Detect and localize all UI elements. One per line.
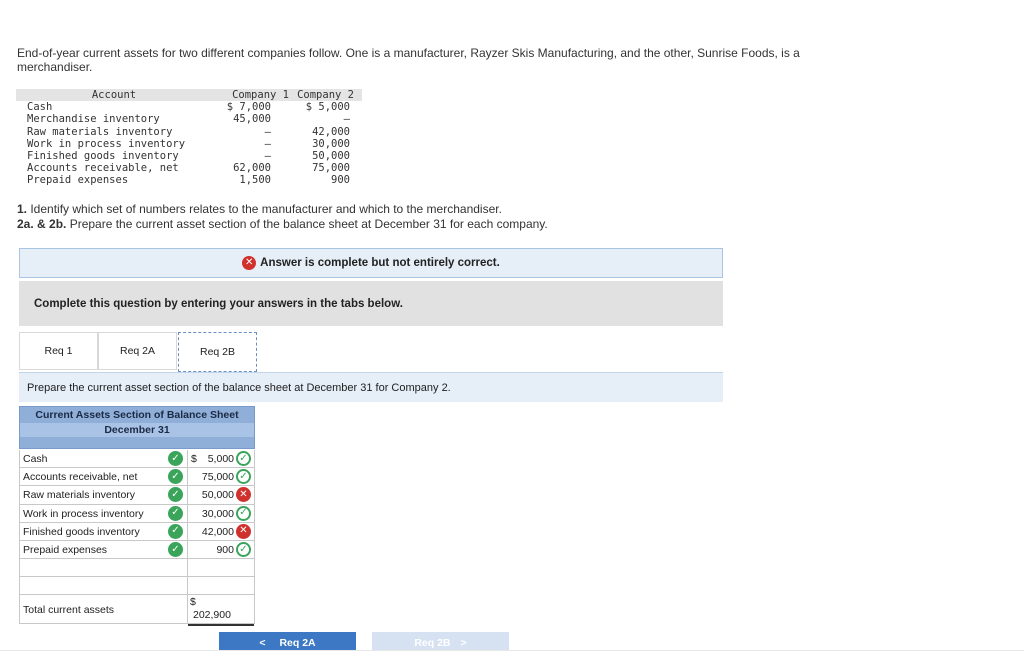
tab-prompt: Prepare the current asset section of the balance sheet at December 31 for Company 2. <box>19 372 723 402</box>
table-row <box>16 162 362 174</box>
check-icon: ✓ <box>168 487 183 502</box>
question-2-text: Prepare the current asset section of the balance sheet at December 31 for each company. <box>66 217 548 231</box>
question-2 <box>17 217 548 232</box>
row-label[interactable]: Raw materials inventory <box>23 489 136 502</box>
check-icon: ✓ <box>236 469 251 484</box>
label-status <box>168 506 183 521</box>
company-2-value: 50,000 <box>312 150 350 163</box>
dollar-sign: $ <box>191 453 197 465</box>
question-1-number: 1. <box>17 202 28 216</box>
column-divider <box>187 559 188 576</box>
account-name: Work in process inventory <box>27 137 186 150</box>
question-list <box>17 202 548 232</box>
table-row <box>19 486 255 504</box>
company-2-value: – <box>343 113 350 126</box>
row-label[interactable]: Cash <box>23 453 48 465</box>
table-row <box>19 505 255 523</box>
account-name: Merchandise inventory <box>27 113 160 126</box>
balance-sheet-date: December 31 <box>20 423 254 437</box>
prev-button-label: Req 2A <box>279 637 316 649</box>
label-status <box>168 451 183 466</box>
check-icon: ✓ <box>168 542 183 557</box>
chevron-right-icon: > <box>460 637 467 649</box>
company-1-value: 62,000 <box>233 162 271 175</box>
column-divider <box>187 486 188 503</box>
table-row <box>19 523 255 541</box>
company-1-value: 45,000 <box>233 113 271 126</box>
instruction-bar: Complete this question by entering your answers in the tabs below. <box>19 281 723 326</box>
label-status <box>168 542 183 557</box>
account-name: Prepaid expenses <box>27 174 129 187</box>
row-value[interactable]: 75,000 <box>201 471 234 484</box>
table-row <box>16 113 362 125</box>
account-name: Cash <box>27 101 53 114</box>
check-icon: ✓ <box>236 451 251 466</box>
column-divider <box>187 595 188 623</box>
row-label[interactable]: Accounts receivable, net <box>23 471 138 484</box>
table-row <box>19 468 255 486</box>
header-company-2: Company 2 <box>292 89 362 101</box>
label-status <box>168 487 183 502</box>
tab-req-2a[interactable]: Req 2A <box>98 332 177 370</box>
value-status <box>236 487 251 502</box>
total-dollar-sign: $ <box>190 596 196 608</box>
company-1-value: – <box>264 125 271 138</box>
company-2-value: 42,000 <box>312 125 350 138</box>
tab-req-1[interactable]: Req 1 <box>19 332 98 370</box>
accounts-table-header <box>16 89 362 101</box>
x-icon: ✕ <box>236 487 251 502</box>
column-divider <box>187 523 188 540</box>
company-2-value: 30,000 <box>312 137 350 150</box>
page-footer <box>0 650 1024 662</box>
chevron-left-icon: < <box>259 637 266 649</box>
column-divider <box>187 450 188 467</box>
check-icon: ✓ <box>236 506 251 521</box>
header-company-1: Company 1 <box>212 89 292 101</box>
check-icon: ✓ <box>236 542 251 557</box>
row-value[interactable]: 30,000 <box>201 507 234 520</box>
value-status <box>236 524 251 539</box>
check-icon: ✓ <box>168 469 183 484</box>
company-2-value: 75,000 <box>312 162 350 175</box>
check-icon: ✓ <box>168 506 183 521</box>
company-1-value: $ 7,000 <box>226 101 271 114</box>
header-account: Account <box>16 89 212 101</box>
account-name: Finished goods inventory <box>27 150 179 163</box>
table-row <box>16 138 362 150</box>
company-1-value: 1,500 <box>239 174 271 187</box>
check-icon: ✓ <box>168 524 183 539</box>
table-row <box>16 101 362 113</box>
row-value[interactable]: 42,000 <box>201 525 234 538</box>
balance-sheet-header <box>19 406 255 449</box>
row-label[interactable]: Work in process inventory <box>23 507 144 520</box>
answer-status-text: Answer is complete but not entirely correct. <box>260 257 500 269</box>
question-2-number: 2a. & 2b. <box>17 217 67 231</box>
accounts-table <box>16 89 362 187</box>
table-row <box>16 126 362 138</box>
prev-req-2a-button[interactable] <box>219 632 356 650</box>
value-status <box>236 506 251 521</box>
x-icon: ✕ <box>236 524 251 539</box>
question-1 <box>17 202 548 217</box>
table-row <box>19 450 255 468</box>
value-status <box>236 542 251 557</box>
next-req-2b-button[interactable] <box>372 632 509 650</box>
next-button-label: Req 2B <box>414 637 451 649</box>
table-row <box>16 174 362 186</box>
column-divider <box>187 541 188 558</box>
label-status <box>168 524 183 539</box>
column-divider <box>187 505 188 522</box>
answer-status-banner <box>19 248 723 278</box>
question-1-text: Identify which set of numbers relates to the manufacturer and which to the merchandiser. <box>27 202 502 216</box>
table-row <box>19 541 255 559</box>
column-divider <box>187 468 188 485</box>
account-name: Raw materials inventory <box>27 125 173 138</box>
value-status <box>236 451 251 466</box>
total-current-assets-label: Total current assets <box>23 604 115 616</box>
row-label[interactable]: Prepaid expenses <box>23 544 108 556</box>
company-1-value: – <box>264 137 271 150</box>
balance-sheet-title: Current Assets Section of Balance Sheet <box>35 409 239 421</box>
blank-row[interactable] <box>19 559 255 577</box>
row-label[interactable]: Finished goods inventory <box>23 525 140 538</box>
blank-row[interactable] <box>19 577 255 595</box>
problem-intro: End-of-year current assets for two different companies follow. One is a manufacturer, Rayzer Skis Manufacturing, and the other, Sunrise Foods, is a merchandiser. <box>17 46 800 74</box>
value-status <box>236 469 251 484</box>
total-current-assets-row <box>19 595 255 624</box>
company-1-value: – <box>264 150 271 163</box>
account-name: Accounts receivable, net <box>27 162 179 175</box>
tab-req-2b[interactable]: Req 2B <box>178 332 257 372</box>
label-status <box>168 469 183 484</box>
total-current-assets-value[interactable]: 202,900 <box>193 609 231 621</box>
company-2-value: 900 <box>331 174 350 187</box>
company-2-value: $ 5,000 <box>305 101 350 114</box>
row-value[interactable]: 900 <box>216 544 234 556</box>
double-underline <box>188 624 254 626</box>
incorrect-x-icon: ✕ <box>242 256 256 270</box>
row-value[interactable]: 5,000 <box>207 453 234 465</box>
column-divider <box>187 577 188 594</box>
table-row <box>16 150 362 162</box>
check-icon: ✓ <box>168 451 183 466</box>
row-value[interactable]: 50,000 <box>201 489 234 502</box>
